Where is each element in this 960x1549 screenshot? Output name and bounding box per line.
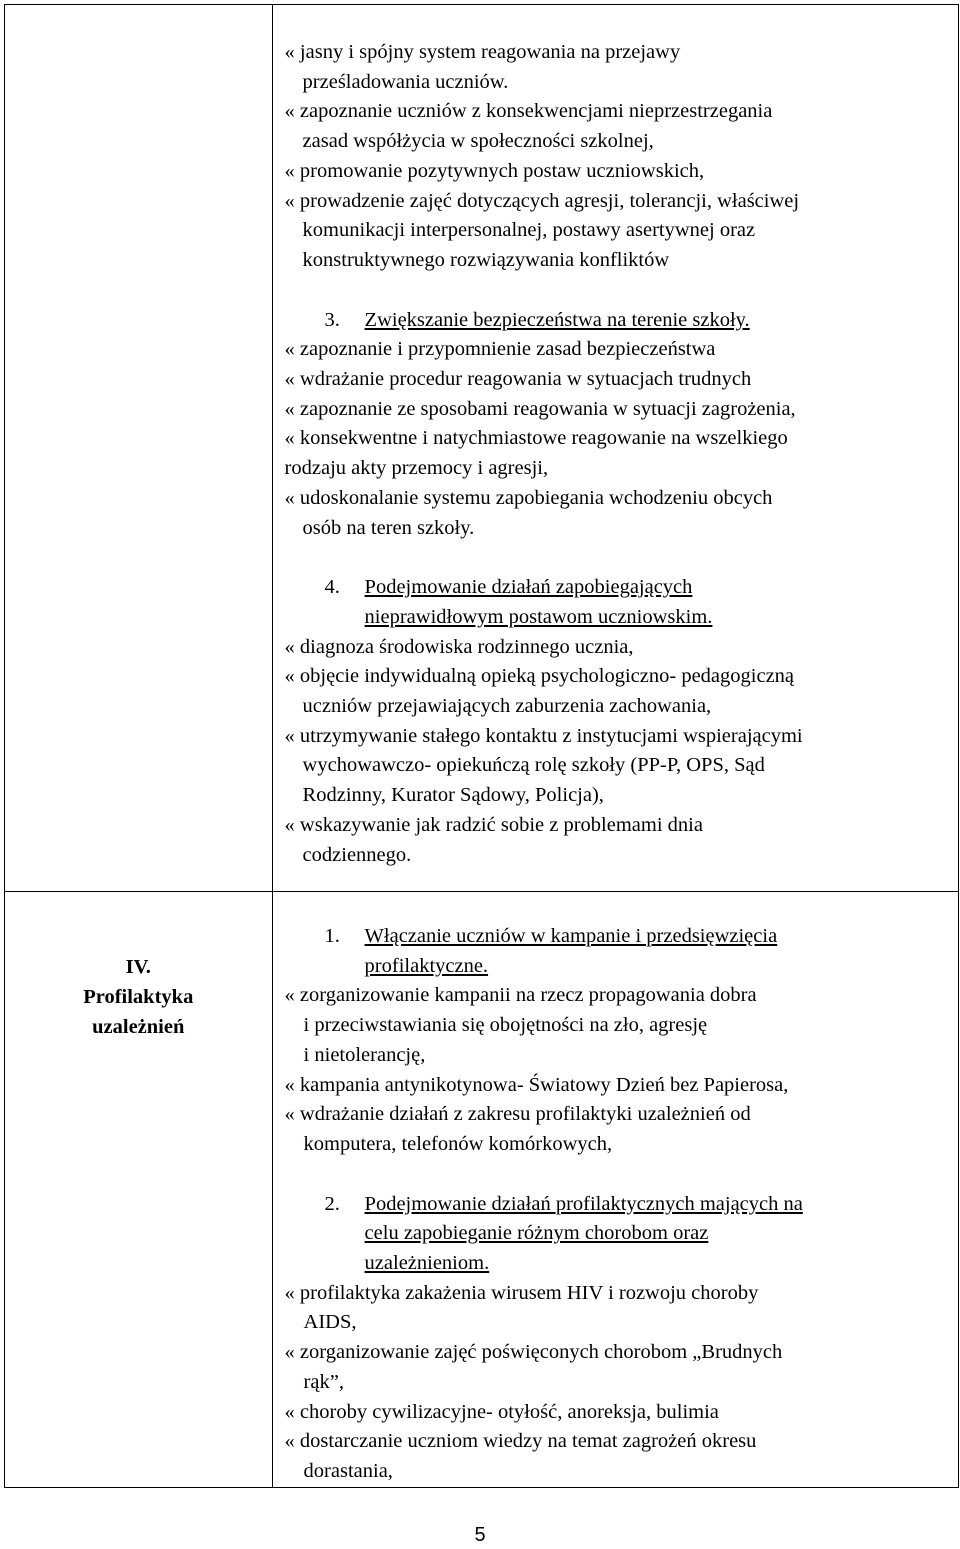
heading-text: Zwiększanie bezpieczeństwa na terenie szkoły. — [364, 308, 750, 331]
list-item: « wskazywanie jak radzić sobie z problemami dnia — [284, 813, 703, 836]
page-number: 5 — [474, 1524, 486, 1546]
list-item: « konsekwentne i natychmiastowe reagowanie na wszelkiego — [284, 427, 788, 450]
list-item: « zapoznanie uczniów z konsekwencjami nieprzestrzegania — [284, 100, 773, 123]
heading-1 — [285, 922, 954, 952]
section-title — [5, 892, 272, 1042]
heading-text: Podejmowanie działań profilaktycznych mających na — [364, 1192, 803, 1215]
list-item-continuation: komputera, telefonów komórkowych, — [303, 1132, 613, 1155]
heading-text-continuation: nieprawidłowym postawom uczniowskim. — [364, 605, 713, 628]
list-item-continuation: i nietolerancję, — [303, 1043, 426, 1066]
list-item-continuation: codziennego. — [302, 843, 412, 866]
list-item: « zorganizowanie zajęć poświęconych chorobom „Brudnych — [284, 1341, 783, 1364]
list-item: « utrzymywanie stałego kontaktu z instytucjami wspierającymi — [284, 724, 803, 747]
section-content — [273, 892, 958, 1487]
heading-number: 4. — [324, 576, 340, 599]
section-number: IV. — [125, 956, 151, 978]
list-item: « zapoznanie i przypomnienie zasad bezpieczeństwa — [284, 338, 716, 361]
list-item: « zapoznanie ze sposobami reagowania w sytuacji zagrożenia, — [284, 397, 796, 420]
list-item: « dostarczanie uczniom wiedzy na temat zagrożeń okresu — [284, 1430, 757, 1453]
list-item-continuation: osób na teren szkoły. — [302, 516, 475, 539]
heading-number: 1. — [324, 925, 340, 947]
list-item: « choroby cywilizacyjne- otyłość, anoreksja, bulimia — [284, 1400, 719, 1423]
list-item-continuation: rąk”, — [303, 1370, 344, 1393]
heading-3 — [285, 306, 954, 336]
heading-text-continuation: uzależnieniom. — [364, 1252, 490, 1275]
section-title-cell-empty — [5, 5, 273, 892]
list-item-continuation: AIDS, — [303, 1311, 357, 1334]
list-item-continuation: konstruktywnego rozwiązywania konfliktów — [302, 248, 670, 271]
section-content-cell — [272, 5, 958, 892]
list-item-continuation: uczniów przejawiających zaburzenia zachowania, — [302, 695, 712, 718]
table-row — [5, 5, 959, 892]
table-row — [5, 892, 959, 1488]
list-item-continuation: Rodzinny, Kurator Sądowy, Policja), — [302, 784, 604, 807]
list-item: « udoskonalanie systemu zapobiegania wchodzeniu obcych — [284, 486, 773, 509]
list-item-continuation: dorastania, — [303, 1459, 393, 1482]
section-title-line: uzależnień — [92, 1016, 185, 1038]
list-item: « zorganizowanie kampanii na rzecz propagowania dobra — [284, 984, 757, 1007]
heading-text: Podejmowanie działań zapobiegających — [364, 576, 693, 599]
list-item-continuation: i przeciwstawiania się obojętności na zło, agresję — [303, 1014, 708, 1037]
list-item: « kampania antynikotynowa- Światowy Dzień bez Papierosa, — [284, 1073, 789, 1096]
list-item: « profilaktyka zakażenia wirusem HIV i rozwoju choroby — [284, 1281, 759, 1304]
list-item: « diagnoza środowiska rodzinnego ucznia, — [284, 635, 634, 658]
list-item: « prowadzenie zajęć dotyczących agresji, tolerancji, właściwej — [284, 189, 800, 212]
list-item: « wdrażanie działań z zakresu profilaktyki uzależnień od — [284, 1103, 751, 1126]
heading-2 — [285, 1190, 954, 1220]
heading-number: 3. — [324, 308, 340, 331]
list-item: « promowanie pozytywnych postaw uczniowskich, — [284, 159, 705, 182]
list-item-continuation: wychowawczo- opiekuńczą rolę szkoły (PP-P, OPS, Sąd — [302, 754, 765, 777]
list-item: « objęcie indywidualną opieką psychologiczno- pedagogiczną — [284, 665, 795, 688]
list-item: « jasny i spójny system reagowania na przejawy — [284, 41, 681, 63]
heading-text: Włączanie uczniów w kampanie i przedsięwzięcia — [364, 925, 778, 947]
list-item-continuation: zasad współżycia w społeczności szkolnej, — [302, 130, 654, 153]
heading-text-continuation: profilaktyczne. — [364, 954, 489, 977]
heading-text-continuation: celu zapobieganie różnym chorobom oraz — [364, 1222, 709, 1245]
list-item: « wdrażanie procedur reagowania w sytuacjach trudnych — [284, 368, 752, 391]
list-item-continuation: rodzaju akty przemocy i agresji, — [284, 457, 549, 480]
heading-4 — [285, 573, 954, 603]
section-content — [273, 5, 958, 870]
list-item-continuation: komunikacji interpersonalnej, postawy asertywnej oraz — [302, 219, 756, 242]
section-title-cell — [5, 892, 273, 1488]
heading-number: 2. — [324, 1192, 340, 1215]
section-title-line: Profilaktyka — [83, 986, 194, 1008]
program-table — [4, 4, 959, 1488]
list-item-continuation: prześladowania uczniów. — [302, 70, 509, 93]
section-content-cell — [272, 892, 958, 1488]
